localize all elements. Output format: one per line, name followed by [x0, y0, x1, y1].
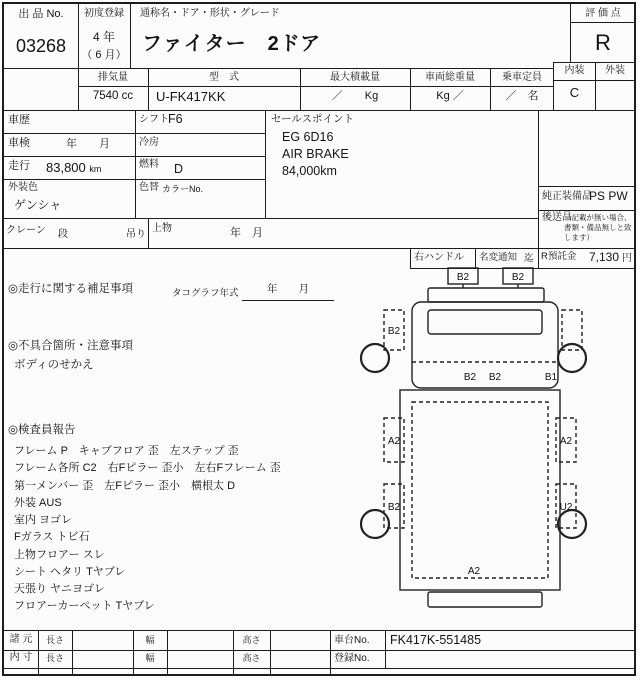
grid-line — [72, 630, 73, 674]
interior-label: 内装 — [564, 65, 585, 76]
grid-line — [135, 110, 136, 218]
sales-point-line: 84,000km — [282, 164, 337, 178]
displacement-value: 7540 cc — [92, 90, 134, 102]
grid-line — [570, 4, 571, 62]
inspector-line: フレーム P キャブフロア 歪 左ステップ 歪 — [14, 445, 239, 457]
inspection-value: 年 月 — [66, 138, 110, 150]
inspector-line: フレーム各所 C2 右Fピラー 歪小 左右Fフレーム 歪 — [14, 462, 281, 474]
max-load-value: ／ Kg — [331, 90, 379, 102]
damage-label-front-right: B2 — [511, 272, 525, 283]
tachograph-label: タコグラフ年式 — [172, 288, 239, 299]
width-label: 幅 — [145, 635, 155, 645]
chassis-no-value: FK417K-551485 — [390, 633, 482, 647]
interior-grade: C — [569, 85, 580, 100]
ac-label: 冷房 — [139, 137, 159, 148]
grid-line — [330, 630, 331, 674]
max-load-label: 最大積載量 — [330, 72, 380, 83]
damage-label-side-right-rear: U2 — [559, 502, 573, 513]
grid-line — [553, 62, 634, 63]
displacement-label: 排気量 — [98, 72, 128, 83]
inspector-heading: ◎検査員報告 — [8, 424, 76, 436]
model-code-label: 型 式 — [209, 72, 239, 83]
sales-point-line: EG 6D16 — [282, 130, 334, 144]
registration-no-label: 登録No. — [334, 653, 370, 664]
evaluation-label: 評 価 点 — [585, 8, 621, 19]
name-change-label: 名変通知 — [479, 252, 518, 263]
inspector-line: 外装 AUS — [14, 497, 62, 509]
oem-equipment-value: PS PW — [589, 189, 628, 203]
exterior-color-label: 外装色 — [8, 182, 38, 193]
grid-line — [410, 68, 411, 110]
damage-label-rear-center: A2 — [467, 566, 481, 577]
length-label: 長さ — [45, 635, 64, 645]
color-no-label: カラーNo. — [162, 184, 204, 194]
first-registration-label: 初度登録 — [84, 8, 124, 19]
shift-value: F6 — [168, 112, 183, 126]
front-right-wheel — [558, 344, 586, 372]
windshield — [428, 310, 542, 334]
damage-label-side-right-mid: A2 — [559, 436, 573, 447]
cargo-bed — [412, 402, 548, 578]
damage-label-cab-far-right: B1 — [544, 372, 558, 383]
body-upper-label: 上物 — [152, 223, 172, 234]
defects-heading: ◎不具合箇所・注意事項 — [8, 340, 134, 352]
damage-label-front-left: B2 — [456, 272, 470, 283]
sales-point-label: セールスポイント — [271, 113, 355, 125]
grid-line — [4, 110, 634, 111]
damage-label-cab-right: B2 — [488, 372, 502, 383]
grid-line — [4, 68, 553, 69]
grid-line — [4, 668, 634, 669]
exhibit-no-label: 出 品 No. — [18, 8, 64, 20]
mileage-note-heading: ◎走行に関する補足事項 — [8, 283, 134, 295]
model-code-value: U-FK417KK — [156, 89, 226, 104]
grid-line — [4, 248, 634, 249]
rear-bumper — [428, 592, 542, 607]
exhibit-no-value: 03268 — [15, 36, 67, 56]
shift-label: シフト — [139, 114, 169, 125]
inspector-line: フロアーカーペット Tヤブレ — [14, 600, 155, 612]
exterior-color-value: ゲンシャ — [14, 198, 62, 212]
history-label: 車歴 — [8, 114, 30, 126]
oem-equipment-label: 純正装備品 — [542, 191, 592, 202]
model-name-label: 通称名・ドア・形状・グレード — [140, 8, 280, 19]
damage-label-side-left-mid: A2 — [387, 436, 401, 447]
first-registration-month: （ 6 月） — [81, 49, 127, 61]
mileage-value — [46, 160, 101, 175]
model-name-value: ファイター 2ドア — [142, 33, 322, 55]
crane-dan-label: 段 — [58, 229, 68, 240]
gross-weight-value: Kg ／ — [436, 90, 464, 102]
deposit-value: 7,130 — [589, 250, 620, 264]
sales-point-line: AIR BRAKE — [282, 147, 349, 161]
length-label: 長さ — [45, 653, 64, 663]
mileage-unit: km — [89, 164, 102, 174]
tachograph-value: 年 月 — [242, 283, 334, 301]
grid-line — [148, 218, 149, 248]
grid-line — [78, 86, 553, 87]
later-items-note: （記載が無い場合、書類・備品無しと致します） — [564, 213, 632, 242]
capacity-value: ／ 名 — [505, 90, 539, 102]
inspector-line: 室内 ヨゴレ — [14, 514, 73, 526]
vehicle-damage-diagram — [348, 258, 638, 628]
inner-row-label: 内 寸 — [9, 652, 33, 663]
grid-line — [148, 68, 149, 110]
first-registration-year: 4 年 — [92, 30, 115, 44]
grid-line — [385, 630, 386, 668]
front-left-wheel — [361, 344, 389, 372]
grid-line — [570, 22, 634, 23]
handle-label: 右ハンドル — [414, 252, 464, 263]
grid-line — [553, 80, 634, 81]
damage-label-mirror-left: B2 — [387, 326, 401, 337]
fuel-value: D — [174, 162, 184, 176]
cargo-body-outline — [400, 390, 560, 590]
grid-line — [538, 110, 539, 268]
grid-line — [4, 650, 634, 651]
grid-line — [538, 210, 634, 211]
height-label: 高さ — [242, 635, 261, 645]
inspector-line: Fガラス トビ石 — [14, 531, 90, 543]
crane-label: クレーン — [6, 225, 46, 236]
spec-row-label: 諸 元 — [9, 634, 33, 645]
later-items-label: 後送品 — [542, 212, 572, 223]
deposit-label: R預託金 — [541, 251, 577, 262]
crane-tsuri-label: 吊り — [126, 229, 146, 240]
height-label: 高さ — [242, 653, 261, 663]
damage-label-side-left-rear: B2 — [387, 502, 401, 513]
grid-line — [300, 68, 301, 110]
inspector-line: 上物フロアー スレ — [14, 549, 105, 561]
cab-outline — [412, 302, 558, 388]
body-upper-value: 年 月 — [230, 227, 263, 239]
front-bumper — [428, 288, 544, 302]
grid-line — [538, 186, 634, 187]
grid-line — [270, 630, 271, 674]
inspection-label: 車検 — [8, 137, 30, 149]
inspector-line: 第一メンバー 歪 左Fピラー 歪小 横根太 D — [14, 480, 236, 492]
grid-line — [4, 218, 538, 219]
grid-line — [4, 630, 634, 631]
color-change-label: 色替 — [139, 182, 159, 193]
mileage-label: 走行 — [8, 160, 30, 172]
grid-line — [265, 110, 266, 218]
rear-right-wheel — [558, 510, 586, 538]
fuel-label: 燃料 — [139, 159, 159, 170]
mileage-number: 83,800 — [46, 160, 86, 175]
gross-weight-label: 車両総重量 — [425, 72, 475, 83]
rear-left-wheel — [361, 510, 389, 538]
exterior-label: 外装 — [605, 65, 625, 76]
chassis-no-label: 車台No. — [334, 635, 370, 646]
name-change-suffix: 迄 — [524, 253, 534, 264]
deposit-unit: 円 — [622, 253, 632, 264]
inspector-line: 天張り ヤニヨゴレ — [14, 583, 106, 595]
grid-line — [490, 68, 491, 110]
capacity-label: 乗車定員 — [502, 72, 542, 83]
defect-line: ボディのせかえ — [14, 359, 94, 371]
width-label: 幅 — [145, 653, 155, 663]
damage-label-cab-left: B2 — [463, 372, 477, 383]
grid-line — [167, 630, 168, 674]
inspector-line: シート ヘタリ Tヤブレ — [14, 566, 126, 578]
evaluation-score: R — [595, 30, 611, 55]
